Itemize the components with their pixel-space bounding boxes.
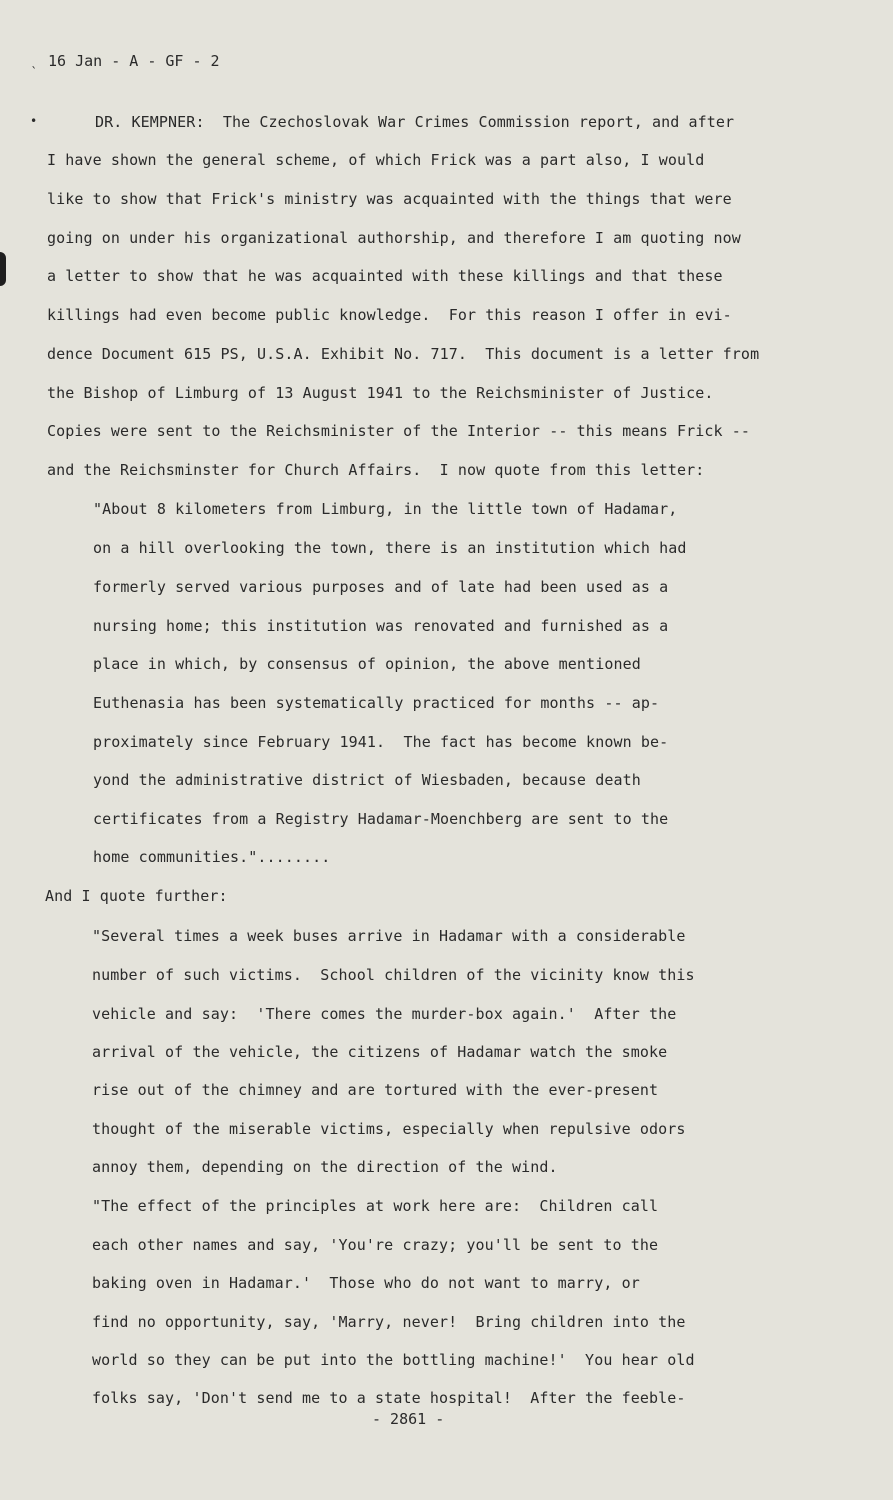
quote-line: "The effect of the principles at work here are: Children call	[92, 1197, 659, 1215]
quote-line: formerly served various purposes and of late had been used as a	[93, 578, 669, 596]
quote-line: number of such victims. School children of the vicinity know this	[92, 966, 695, 984]
quote-line: "About 8 kilometers from Limburg, in the little town of Hadamar,	[93, 500, 678, 518]
page-header: 16 Jan - A - GF - 2	[48, 52, 220, 70]
text-line: killings had even become public knowledge. For this reason I offer in evi-	[47, 306, 732, 324]
text-line: going on under his organizational authorship, and therefore I am quoting now	[47, 229, 741, 247]
margin-tick-mark: ˎ	[30, 54, 38, 68]
margin-bullet-mark: •	[30, 114, 38, 128]
quote-line: rise out of the chimney and are tortured with the ever-present	[92, 1081, 659, 1099]
quote-line: Euthenasia has been systematically practiced for months -- ap-	[93, 694, 660, 712]
quote-line: home communities."........	[93, 848, 331, 866]
text-line: DR. KEMPNER: The Czechoslovak War Crimes Commission report, and after	[95, 113, 735, 131]
text-line: and the Reichsminster for Church Affairs. I now quote from this letter:	[47, 461, 705, 479]
text-line: dence Document 615 PS, U.S.A. Exhibit No. 717. This document is a letter from	[47, 345, 760, 363]
text-line: Copies were sent to the Reichsminister of the Interior -- this means Frick --	[47, 422, 751, 440]
quote-line: arrival of the vehicle, the citizens of Hadamar watch the smoke	[92, 1043, 668, 1061]
quote-line: thought of the miserable victims, especially when repulsive odors	[92, 1120, 686, 1138]
text-line: a letter to show that he was acquainted with these killings and that these	[47, 267, 723, 285]
quote-line: yond the administrative district of Wiesbaden, because death	[93, 771, 641, 789]
quote-line: folks say, 'Don't send me to a state hospital! After the feeble-	[92, 1389, 686, 1407]
quote-line: each other names and say, 'You're crazy; you'll be sent to the	[92, 1236, 659, 1254]
quote-line: baking oven in Hadamar.' Those who do not want to marry, or	[92, 1274, 640, 1292]
quote-line: "Several times a week buses arrive in Hadamar with a considerable	[92, 927, 686, 945]
text-line: like to show that Frick's ministry was acquainted with the things that were	[47, 190, 732, 208]
quote-line: nursing home; this institution was renovated and furnished as a	[93, 617, 669, 635]
binder-hole-mark	[0, 252, 6, 286]
quote-line: certificates from a Registry Hadamar-Moenchberg are sent to the	[93, 810, 669, 828]
quote-line: on a hill overlooking the town, there is an institution which had	[93, 539, 687, 557]
text-line: I have shown the general scheme, of which Frick was a part also, I would	[47, 151, 705, 169]
quote-line: place in which, by consensus of opinion, the above mentioned	[93, 655, 641, 673]
quote-line: annoy them, depending on the direction of the wind.	[92, 1158, 558, 1176]
quote-line: vehicle and say: 'There comes the murder-box again.' After the	[92, 1005, 677, 1023]
text-line: And I quote further:	[45, 887, 228, 905]
quote-line: find no opportunity, say, 'Marry, never! Bring children into the	[92, 1313, 686, 1331]
quote-line: world so they can be put into the bottling machine!' You hear old	[92, 1351, 695, 1369]
page-number: - 2861 -	[372, 1410, 445, 1428]
quote-line: proximately since February 1941. The fact has become known be-	[93, 733, 669, 751]
text-line: the Bishop of Limburg of 13 August 1941 to the Reichsminister of Justice.	[47, 384, 714, 402]
